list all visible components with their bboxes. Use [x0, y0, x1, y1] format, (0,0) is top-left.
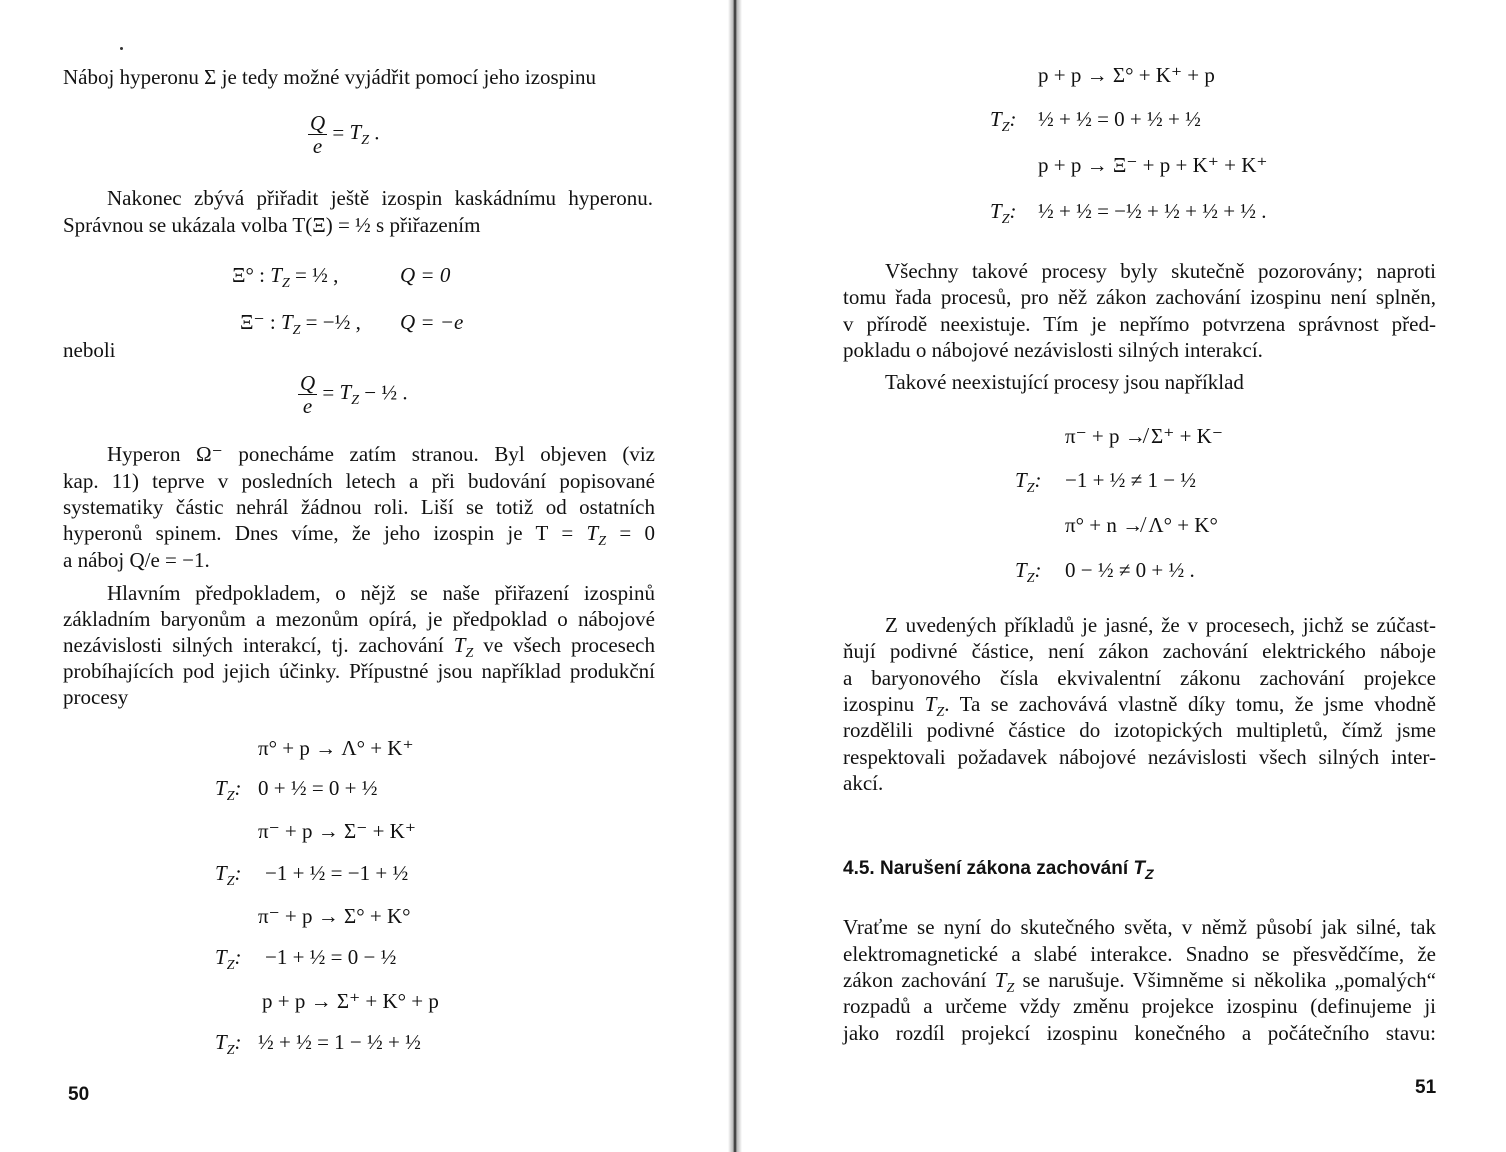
reaction-process: π⁻ + p → Σ⁻ + K⁺ — [258, 819, 416, 843]
paragraph-line: systematiky částic nehrál žádnou roli. Liší se totiž od ostatních — [63, 495, 655, 519]
tz-label: $T_Z$: — [215, 945, 242, 974]
paragraph-line: v přírodě neexistuje. Tím je nepřímo potvrzena správnost před- — [843, 312, 1436, 336]
tz-label: $T_Z$: — [1015, 468, 1042, 497]
book-gutter — [728, 0, 742, 1152]
paragraph-line: probíhajících pod jejich účinky. Přípustné jsou například produkční — [63, 659, 655, 683]
tz-label: $T_Z$: — [990, 107, 1017, 136]
paragraph-line: respektovali požadavek nábojové nezávislosti všech silných inter- — [843, 745, 1436, 769]
left-page — [0, 0, 728, 1152]
page-number: 50 — [68, 1084, 90, 1105]
neboli-word: neboli — [63, 338, 116, 362]
tz-label: $T_Z$: — [990, 199, 1017, 228]
paragraph-line: tomu řada procesů, pro něž zákon zachování izospinu není splněn, — [843, 285, 1436, 309]
page-number: 51 — [1415, 1077, 1437, 1098]
right-page — [742, 0, 1506, 1152]
reaction-process: π° + p → Λ° + K⁺ — [258, 736, 414, 760]
intro-line: Náboj hyperonu Σ je tedy možné vyjádřit pomocí jeho izospinu — [63, 65, 597, 89]
paragraph-line: kap. 11) teprve v posledních letech a při budování popisované — [63, 469, 655, 493]
paragraph-line: Hlavním předpokladem, o nějž se naše přiřazení izospinů — [107, 581, 655, 605]
reaction-process: p + p → Σ⁺ + K° + p — [262, 989, 439, 1013]
paragraph-line: pokladu o nábojové nezávislosti silných interakcí. — [843, 338, 1263, 362]
reaction-process: p + p → Σ° + K⁺ + p — [1038, 63, 1215, 87]
paragraph-line: Všechny takové procesy byly skutečně pozorovány; naproti — [885, 259, 1436, 283]
tz-label: $T_Z$: — [215, 861, 242, 890]
tz-label: $T_Z$: — [215, 1030, 242, 1059]
paragraph-line: a náboj Q/e = −1. — [63, 548, 210, 572]
paragraph-line: hyperonů spinem. Dnes víme, že jeho izospin je $T = T_Z = 0$ — [63, 521, 655, 550]
paragraph-line: Správnou se ukázala volba T(Ξ) = ½ s přiřazením — [63, 213, 481, 237]
paragraph-line: ňují podivné částice, není zákon zachování elektrického náboje — [843, 639, 1436, 663]
equation-rhs: = $T_Z$ − ½ . — [322, 380, 408, 409]
paragraph-line: Nakonec zbývá přiřadit ještě izospin kaskádnímu hyperonu. — [107, 186, 653, 210]
tz-balance: 0 − ½ ≠ 0 + ½ . — [1065, 558, 1195, 582]
forbidden-process: π⁻ + p ↛ Σ⁺ + K⁻ — [1065, 424, 1223, 448]
xi-minus-charge: Q = −e — [400, 310, 464, 334]
paragraph-line: rozpadů a určeme vždy změnu projekce izospinu (definujeme ji — [843, 994, 1436, 1018]
paragraph-line: rozdělili podivné částice do izotopických multipletů, čímž jsme — [843, 718, 1436, 742]
paragraph-line: akcí. — [843, 771, 884, 795]
section-heading: 4.5. Narušení zákona zachování $T_Z$ — [843, 858, 1154, 882]
forbidden-process: π° + n ↛ Λ° + K° — [1065, 513, 1218, 537]
paragraph-line: základním baryonům a mezonům opírá, je předpoklad o nábojové — [63, 607, 655, 631]
equation-q-over-e — [308, 112, 380, 157]
paragraph-line: jako rozdíl projekcí izospinu konečného a počátečního stavu: — [843, 1021, 1436, 1045]
tz-balance: −1 + ½ ≠ 1 − ½ — [1065, 468, 1197, 492]
xi-minus-row: Ξ⁻ : $T_Z$ = −½ , — [240, 310, 361, 339]
speck-mark — [120, 47, 123, 50]
tz-label: $T_Z$: — [1015, 558, 1042, 587]
xi-zero-row: Ξ° : $T_Z$ = ½ , — [232, 263, 339, 292]
paragraph-line: a baryonového čísla ekvivalentní zákonu zachování projekce — [843, 666, 1436, 690]
reaction-process: p + p → Ξ⁻ + p + K⁺ + K⁺ — [1038, 153, 1268, 177]
paragraph-line: procesy — [63, 685, 129, 709]
tz-balance: −1 + ½ = −1 + ½ — [265, 861, 409, 885]
paragraph-line: Z uvedených příkladů je jasné, že v procesech, jichž se zúčast- — [885, 613, 1436, 637]
reaction-process: π⁻ + p → Σ° + K° — [258, 904, 411, 928]
tz-balance: −1 + ½ = 0 − ½ — [265, 945, 397, 969]
tz-balance: ½ + ½ = −½ + ½ + ½ + ½ . — [1038, 199, 1267, 223]
paragraph-line: nezávislosti silných interakcí, tj. zachování $T_Z$ ve všech procesech — [63, 633, 655, 662]
tz-balance: ½ + ½ = 0 + ½ + ½ — [1038, 107, 1201, 131]
paragraph-line: Takové neexistující procesy jsou například — [885, 370, 1244, 394]
paragraph-line: izospinu $T_Z$. Ta se zachovává vlastně díky tomu, že jsme vhodně — [843, 692, 1436, 721]
fraction: $\frac{Q}{e}$ — [310, 111, 326, 158]
equation-rhs: = $T_Z$ . — [332, 120, 380, 149]
tz-label: $T_Z$: — [215, 776, 242, 805]
tz-balance: 0 + ½ = 0 + ½ — [258, 776, 378, 800]
paragraph-line: elektromagnetické a slabé interakce. Snadno se přesvědčíme, že — [843, 942, 1436, 966]
equation-q-over-e-2 — [298, 372, 408, 417]
paragraph-line: zákon zachování $T_Z$ se narušuje. Všimněme si několika „pomalých“ — [843, 968, 1436, 997]
paragraph-line: Vraťme se nyní do skutečného světa, v němž působí jak silné, tak — [843, 915, 1436, 939]
tz-balance: ½ + ½ = 1 − ½ + ½ — [258, 1030, 421, 1054]
fraction: $\frac{Q}{e}$ — [300, 371, 316, 418]
paragraph-line: Hyperon Ω⁻ ponecháme zatím stranou. Byl objeven (viz — [107, 442, 655, 466]
xi-zero-charge: Q = 0 — [400, 263, 451, 287]
